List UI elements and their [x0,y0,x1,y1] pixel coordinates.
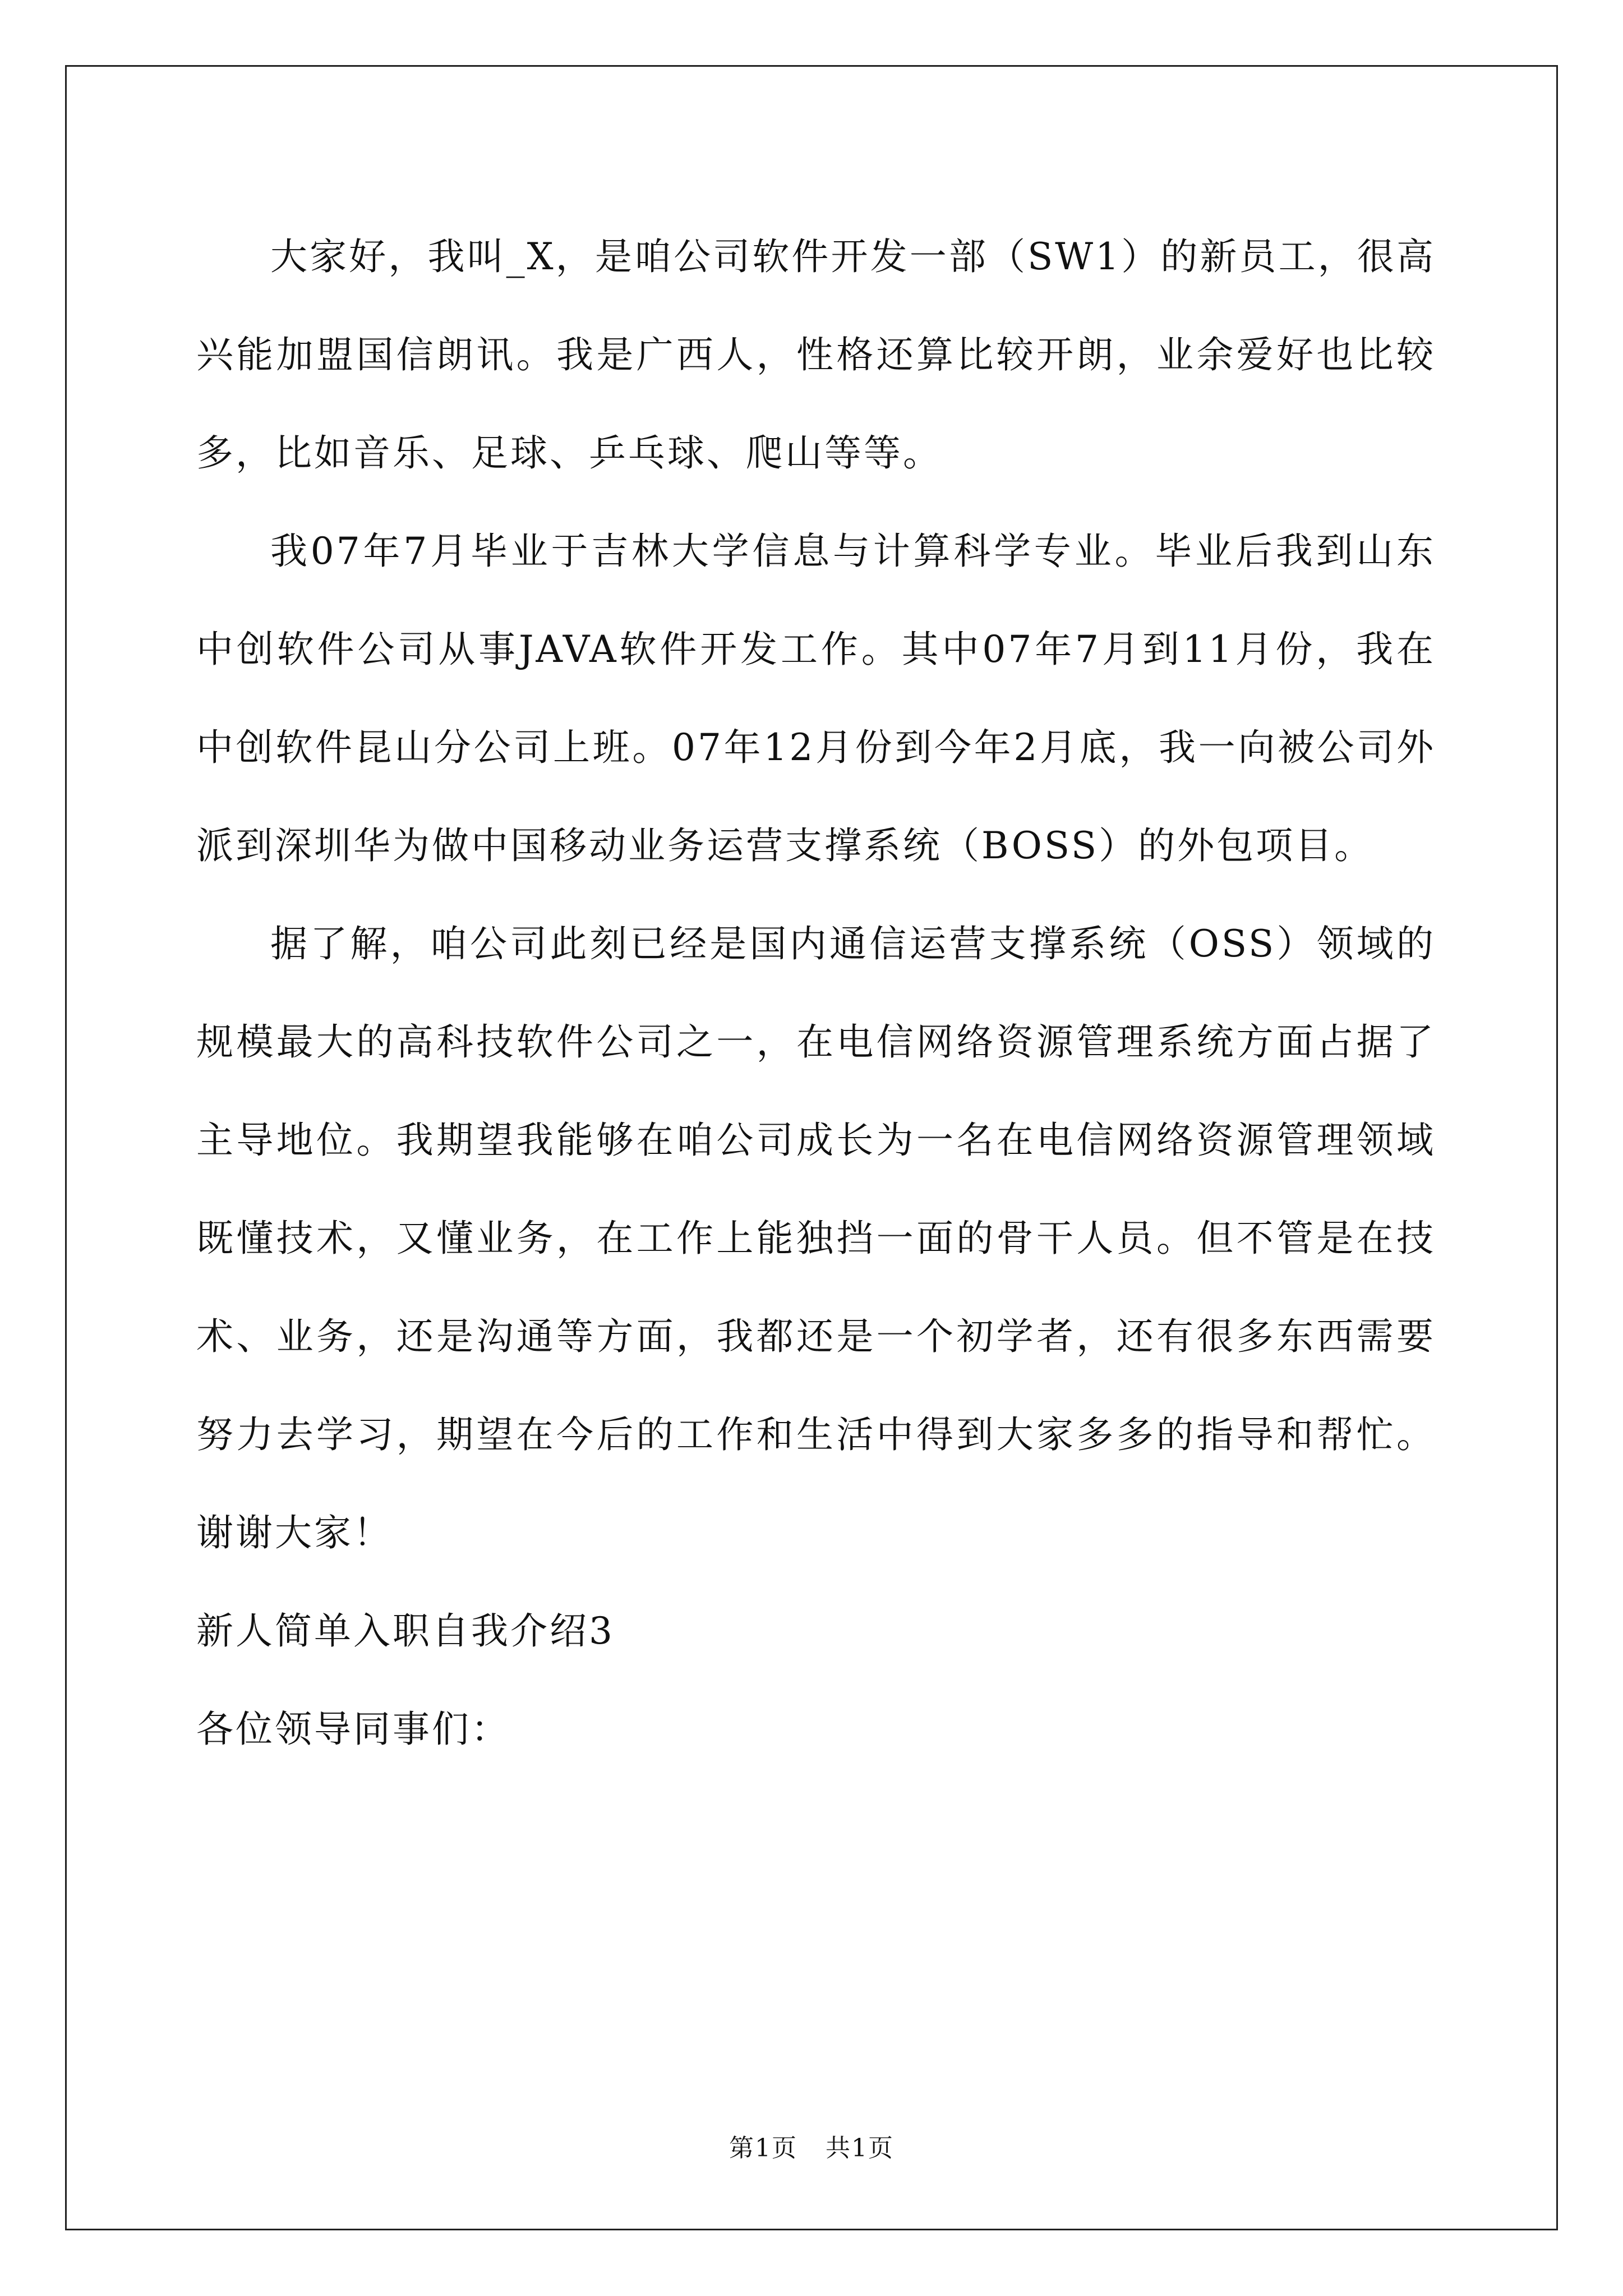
page-number-total: 共1页 [826,2134,894,2162]
page-footer [0,2132,1623,2165]
page-number-current: 第1页 [729,2134,797,2162]
section-heading: 新人简单入职自我介绍3 [196,1609,615,1653]
paragraph-aspiration: 据了解，咱公司此刻已经是国内通信运营支撑系统（OSS）领域的规模最大的高科技软件公司之一，在电信网络资源管理系统方面占据了主导地位。我期望我能够在咱公司成长为一名在电信网络资源管理领域既懂技术，又懂业务，在工作上能独挡一面的骨干人员。但不管是在技术、业务，还是沟通等方面，我都还是一个初学者，还有很多东西需要努力去学习，期望在今后的工作和生活中得到大家多多的指导和帮忙。谢谢大家！ [196,922,1436,1554]
paragraph-experience: 我07年7月毕业于吉林大学信息与计算科学专业。毕业后我到山东中创软件公司从事JAVA软件开发工作。其中07年7月到11月份，我在中创软件昆山分公司上班。07年12月份到今年2月底，我一向被公司外派到深圳华为做中国移动业务运营支撑系统（BOSS）的外包项目。 [196,530,1436,867]
document-body [196,208,1436,1778]
paragraph-intro: 大家好，我叫_X，是咱公司软件开发一部（SW1）的新员工，很高兴能加盟国信朗讯。我是广西人，性格还算比较开朗，业余爱好也比较多，比如音乐、足球、乒乓球、爬山等等。 [196,235,1436,475]
salutation: 各位领导同事们： [196,1708,510,1751]
